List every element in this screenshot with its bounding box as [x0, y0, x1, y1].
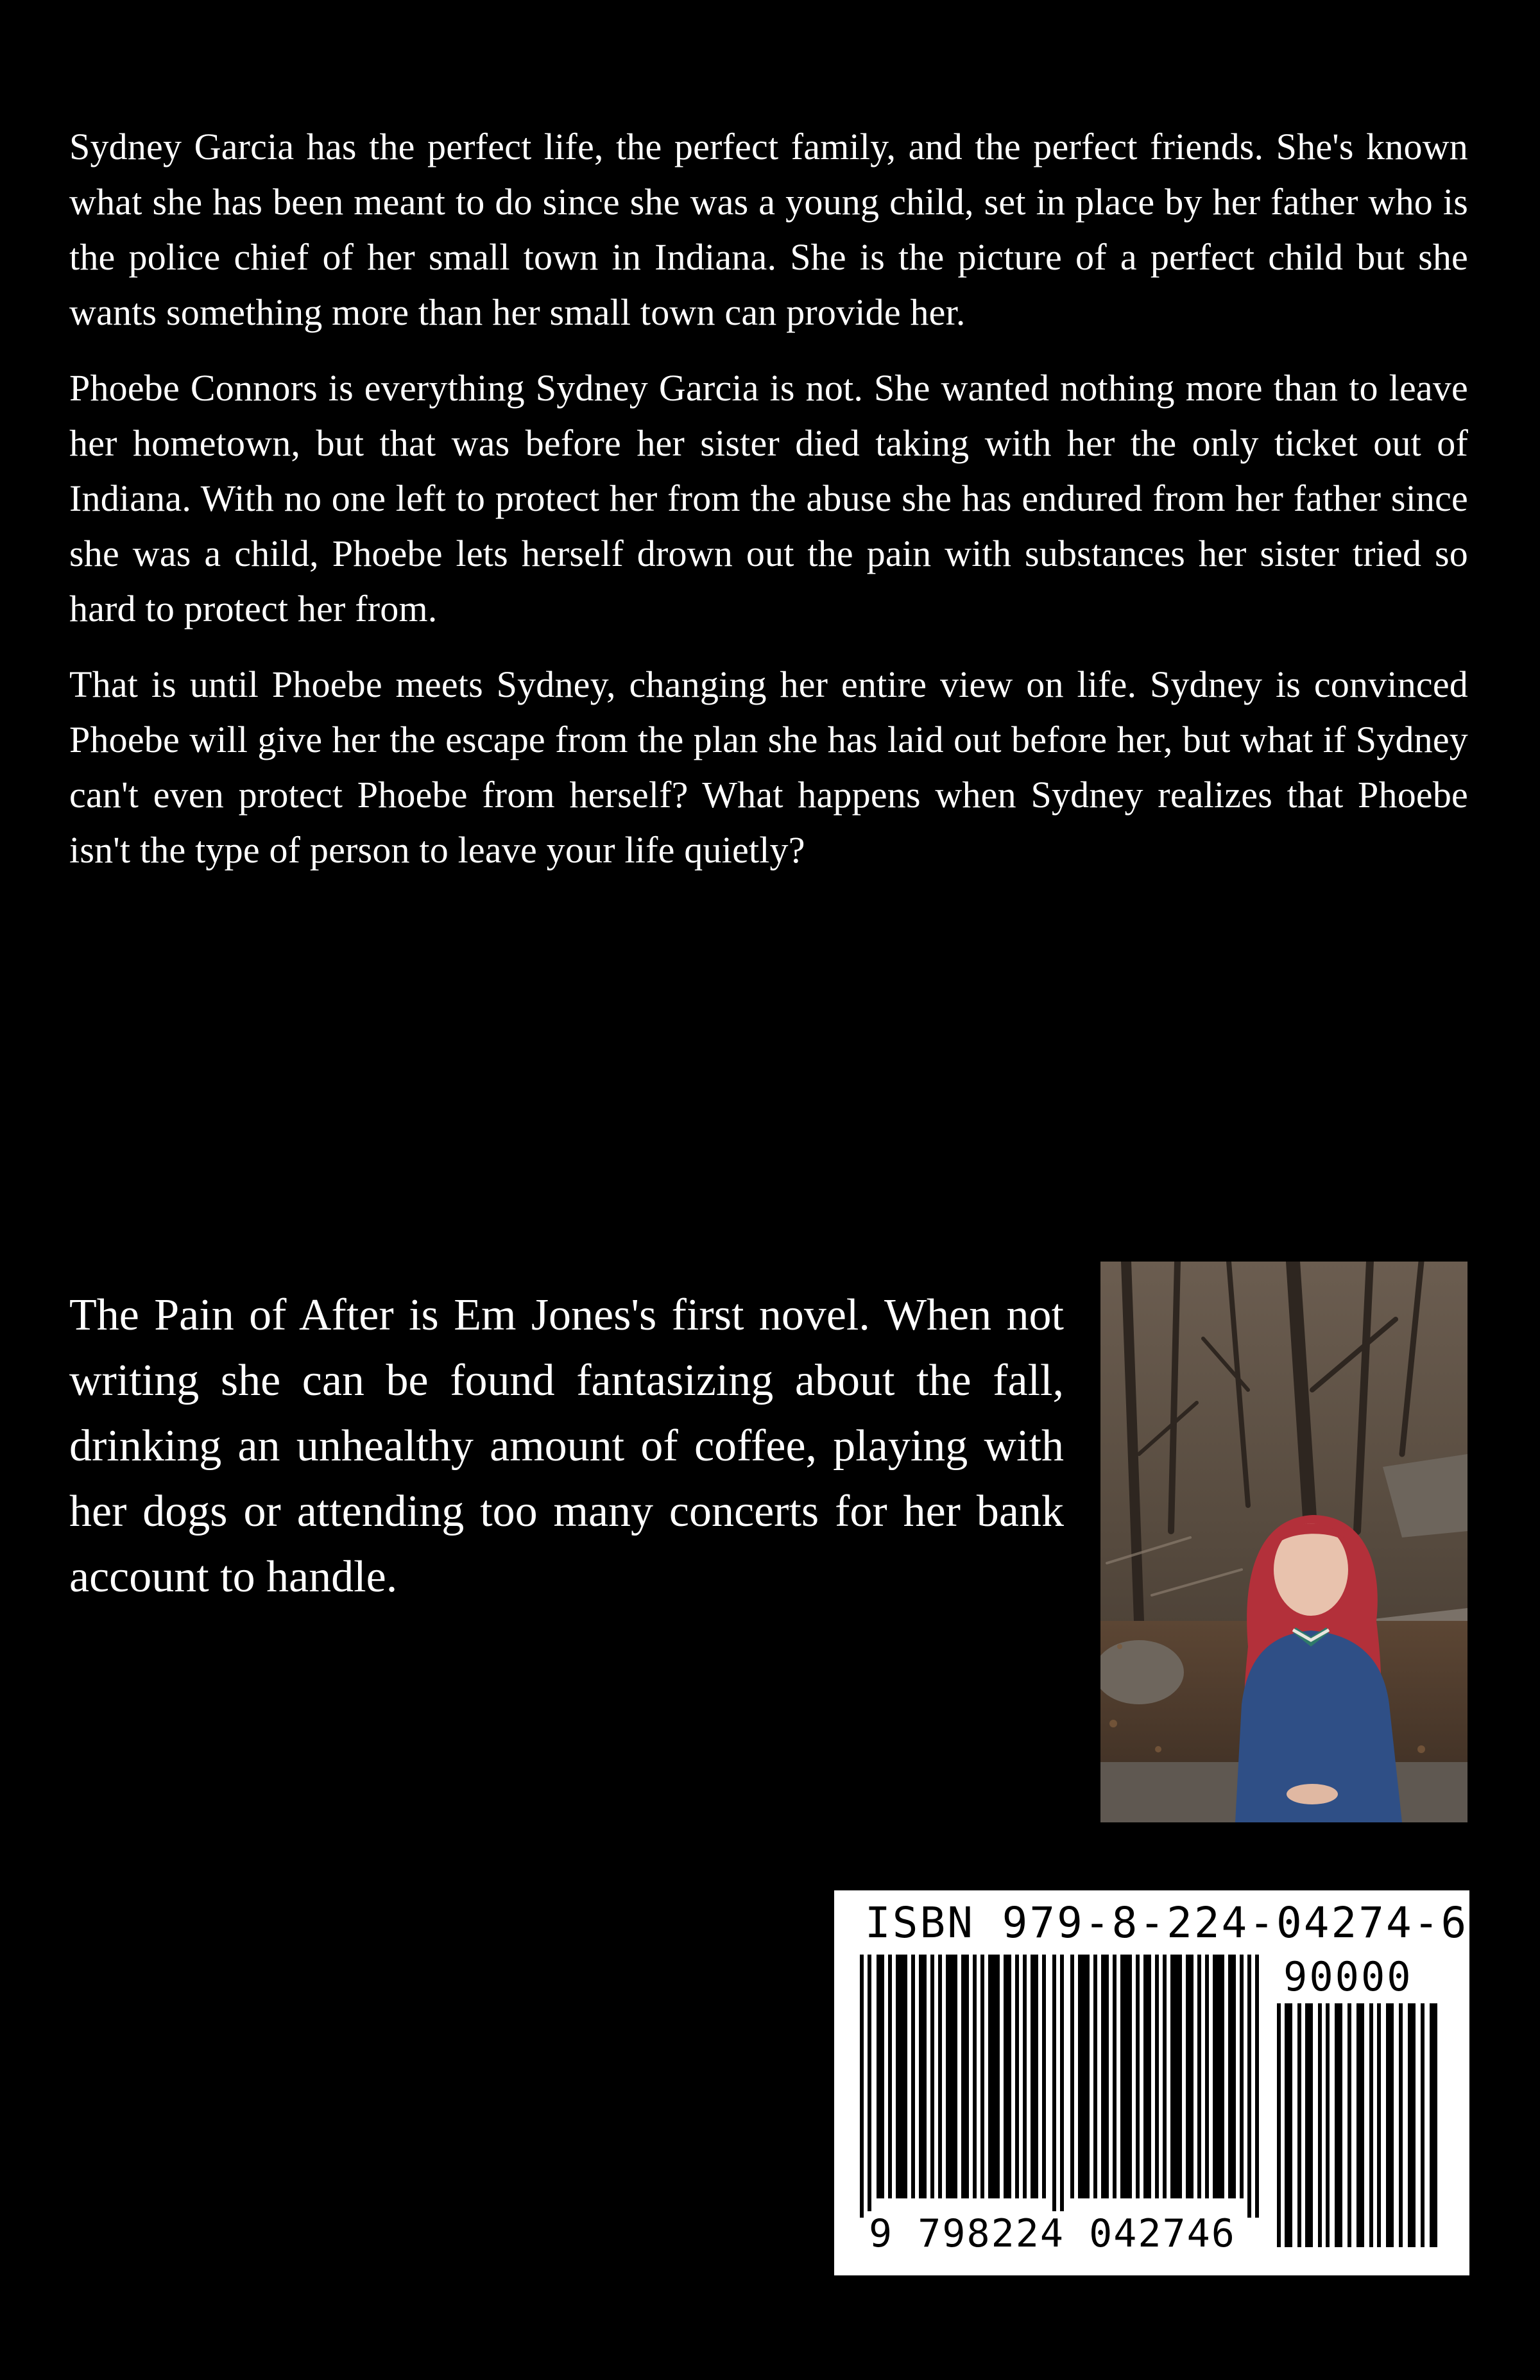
ean-barcode-bars — [853, 1955, 1283, 2218]
author-bio — [69, 1283, 1064, 1610]
blurb-paragraph-1: Sydney Garcia has the perfect life, the perfect family, and the perfect friends. She's known what she has been meant to do since she was a young child, set in place by her father who is the police chief of her small town in Indiana. She is the picture of a perfect child but she wants something more than her small town can provide her. — [69, 126, 1468, 333]
addon-barcode-bars — [1274, 2003, 1448, 2255]
isbn-label: ISBN 979-8-224-04274-6 — [865, 1898, 1469, 1948]
blurb-paragraph-2: Phoebe Connors is everything Sydney Garcia is not. She wanted nothing more than to leave her hometown, but that was before her sister died taking with her the only ticket out of Indiana. With no one left to protect her from the abuse she has endured from her father since she was a child, Phoebe lets herself drown out the pain with substances her sister tried so hard to protect her from. — [69, 367, 1468, 629]
isbn-barcode — [834, 1890, 1469, 2275]
author-bio-text: The Pain of After is Em Jones's first novel. When not writing she can be found fantasizing about the fall, drinking an unhealthy amount of coffee, playing with her dogs or attending too many concerts for her bank account to handle. — [69, 1290, 1064, 1602]
ean-digits: 9 798224 042746 — [865, 2211, 1240, 2256]
back-cover-blurb — [69, 119, 1468, 898]
author-photo — [1100, 1262, 1467, 1822]
addon-number: 90000 — [1283, 1953, 1413, 2000]
blurb-paragraph-3: That is until Phoebe meets Sydney, changing her entire view on life. Sydney is convinced Phoebe will give her the escape from the plan she has laid out before her, but what if Sydney can't even protect Phoebe from herself? What happens when Sydney realizes that Phoebe isn't the type of person to leave your life quietly? — [69, 663, 1468, 871]
